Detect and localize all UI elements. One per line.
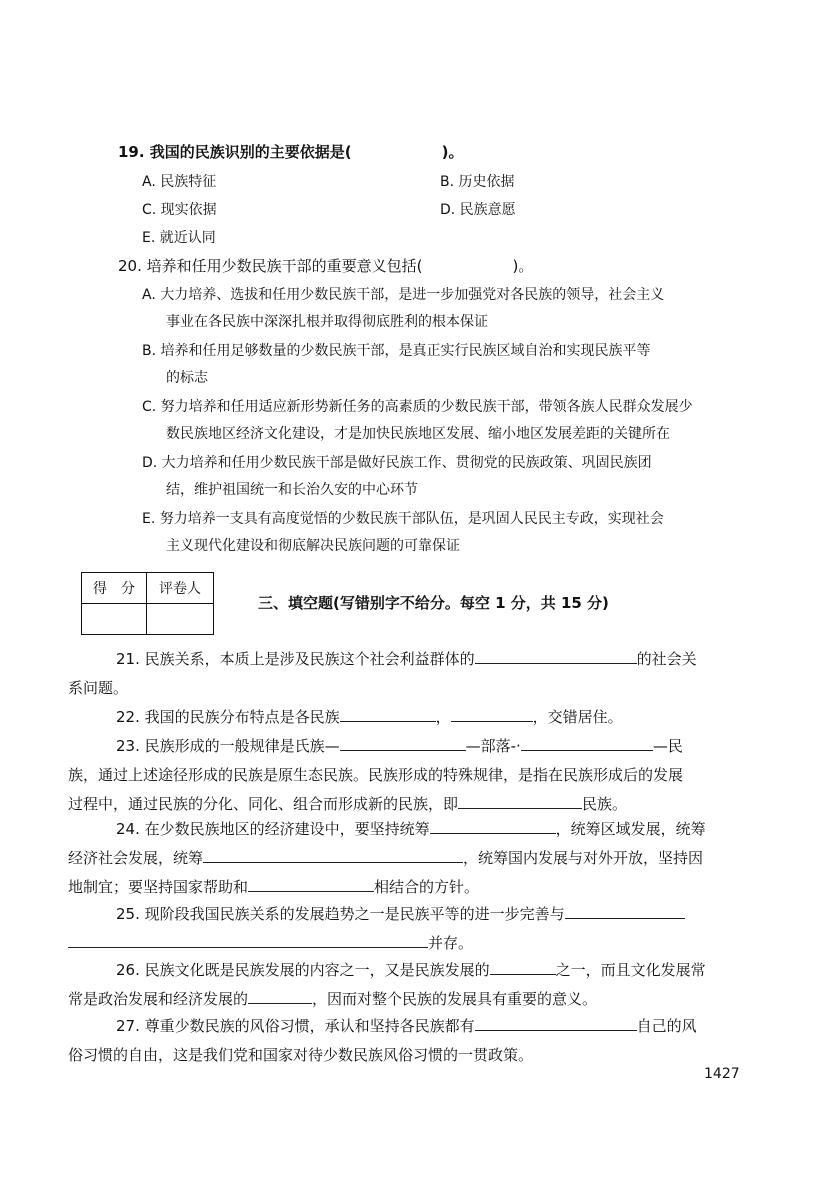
q23-blank-3[interactable] bbox=[458, 792, 582, 809]
q23-blank-2[interactable] bbox=[521, 734, 653, 751]
score-label: 得 分 bbox=[82, 573, 147, 604]
q24-text-b: ，统筹区域发展，统筹 bbox=[555, 820, 706, 838]
q26-blank-1[interactable] bbox=[490, 958, 556, 975]
q24 bbox=[68, 815, 782, 902]
q26-blank-2[interactable] bbox=[248, 987, 312, 1004]
q22-blank-2[interactable] bbox=[451, 705, 533, 722]
grader-cell[interactable] bbox=[147, 604, 214, 635]
section-3-title: 三、填空题(写错别字不给分。每空 1 分，共 15 分) bbox=[258, 594, 609, 612]
q25 bbox=[92, 900, 782, 958]
q24-text-f: 相结合的方针。 bbox=[374, 878, 480, 896]
q26 bbox=[68, 956, 782, 1014]
q26-text-b: 之一，而且文化发展常 bbox=[555, 961, 706, 979]
q20-option-a-line2: 事业在各民族中深深扎根并取得彻底胜利的根本保证 bbox=[166, 314, 488, 330]
q27-text-b: 自己的风 bbox=[636, 1017, 697, 1035]
q19-stem-end: )。 bbox=[441, 143, 464, 161]
q26-text-d: ，因而对整个民族的发展具有重要的意义。 bbox=[312, 990, 598, 1008]
q24-text-e: 地制宜；要坚持国家帮助和 bbox=[68, 878, 249, 896]
q27 bbox=[68, 1012, 782, 1070]
q23 bbox=[68, 732, 782, 819]
q20-option-e-line2: 主义现代化建设和彻底解决民族问题的可靠保证 bbox=[166, 538, 460, 554]
q21-blank-1[interactable] bbox=[475, 647, 637, 664]
q27-blank-1[interactable] bbox=[475, 1014, 637, 1031]
q20-option-b-line2: 的标志 bbox=[166, 370, 208, 386]
q20-stem bbox=[118, 256, 533, 277]
q19-option-c: C. 现实依据 bbox=[142, 202, 217, 218]
q23-text-f: 民族。 bbox=[582, 795, 628, 813]
q19-stem-text: 19. 我国的民族识别的主要依据是( bbox=[118, 143, 352, 161]
q22-text-c: ，交错居住。 bbox=[532, 708, 623, 726]
score-cell[interactable] bbox=[82, 604, 147, 635]
q25-blank-1b[interactable] bbox=[68, 931, 428, 948]
q20-option-c-line1: C. 努力培养和任用适应新形势新任务的高素质的少数民族干部，带领各族人民群众发展少 bbox=[142, 399, 693, 415]
q23-text-c: —民 bbox=[652, 737, 683, 755]
q23-text-d: 族，通过上述途径形成的民族是原生态民族。民族形成的特殊规律，是指在民族形成后的发展 bbox=[68, 766, 684, 784]
q22 bbox=[92, 703, 782, 732]
q21-text-b: 的社会关 bbox=[636, 650, 697, 668]
q20-option-c-line2: 数民族地区经济文化建设，才是加快民族地区发展、缩小地区发展差距的关键所在 bbox=[166, 426, 670, 442]
q23-text-b: —部落-· bbox=[465, 737, 521, 755]
q22-text-b: ， bbox=[435, 708, 451, 726]
q22-blank-1[interactable] bbox=[340, 705, 436, 722]
q27-text-a: 27. 尊重少数民族的风俗习惯，承认和坚持各民族都有 bbox=[116, 1017, 475, 1035]
q21-text-a: 21. 民族关系，本质上是涉及民族这个社会利益群体的 bbox=[116, 650, 475, 668]
q20-option-e-line1: E. 努力培养一支具有高度觉悟的少数民族干部队伍，是巩固人民民主专政，实现社会 bbox=[142, 511, 664, 527]
q24-blank-3[interactable] bbox=[248, 875, 374, 892]
q27-text-c: 俗习惯的自由，这是我们党和国家对待少数民族风俗习惯的一贯政策。 bbox=[68, 1046, 534, 1064]
q23-blank-1[interactable] bbox=[340, 734, 466, 751]
q25-blank-1a[interactable] bbox=[565, 902, 685, 919]
q19-option-e: E. 就近认同 bbox=[142, 230, 216, 246]
q24-blank-1[interactable] bbox=[430, 817, 556, 834]
q24-blank-2[interactable] bbox=[203, 846, 463, 863]
q25-text-a: 25. 现阶段我国民族关系的发展趋势之一是民族平等的进一步完善与 bbox=[116, 905, 565, 923]
q23-text-e: 过程中，通过民族的分化、同化、组合而形成新的民族，即 bbox=[68, 795, 459, 813]
q21-text-c: 系问题。 bbox=[68, 679, 129, 697]
q19-option-d: D. 民族意愿 bbox=[440, 202, 516, 218]
q24-text-a: 24. 在少数民族地区的经济建设中，要坚持统筹 bbox=[116, 820, 430, 838]
q20-stem-end: )。 bbox=[512, 257, 534, 275]
grader-label: 评卷人 bbox=[147, 573, 214, 604]
q20-option-d-line1: D. 大力培养和任用少数民族干部是做好民族工作、贯彻党的民族政策、巩固民族团 bbox=[142, 455, 652, 471]
page-number: 1427 bbox=[704, 1066, 740, 1082]
q20-stem-text: 20. 培养和任用少数民族干部的重要意义包括( bbox=[118, 257, 423, 275]
q26-text-a: 26. 民族文化既是民族发展的内容之一，又是民族发展的 bbox=[116, 961, 490, 979]
q20-option-b-line1: B. 培养和任用足够数量的少数民族干部，是真正实行民族区域自治和实现民族平等 bbox=[142, 343, 651, 359]
q19-option-a: A. 民族特征 bbox=[142, 174, 217, 190]
q24-text-d: ，统筹国内发展与对外开放，坚持因 bbox=[463, 849, 704, 867]
score-table bbox=[81, 572, 214, 635]
q20-option-d-line2: 结，维护祖国统一和长治久安的中心环节 bbox=[166, 482, 418, 498]
q21 bbox=[68, 645, 782, 703]
q19-option-b: B. 历史依据 bbox=[440, 174, 515, 190]
q25-text-b: 并存。 bbox=[428, 934, 474, 952]
q26-text-c: 常是政治发展和经济发展的 bbox=[68, 990, 249, 1008]
q24-text-c: 经济社会发展，统筹 bbox=[68, 849, 204, 867]
q22-text-a: 22. 我国的民族分布特点是各民族 bbox=[116, 708, 340, 726]
q19-stem bbox=[118, 142, 464, 163]
q23-text-a: 23. 民族形成的一般规律是氏族— bbox=[116, 737, 340, 755]
q20-option-a-line1: A. 大力培养、选拔和任用少数民族干部，是进一步加强党对各民族的领导，社会主义 bbox=[142, 287, 665, 303]
